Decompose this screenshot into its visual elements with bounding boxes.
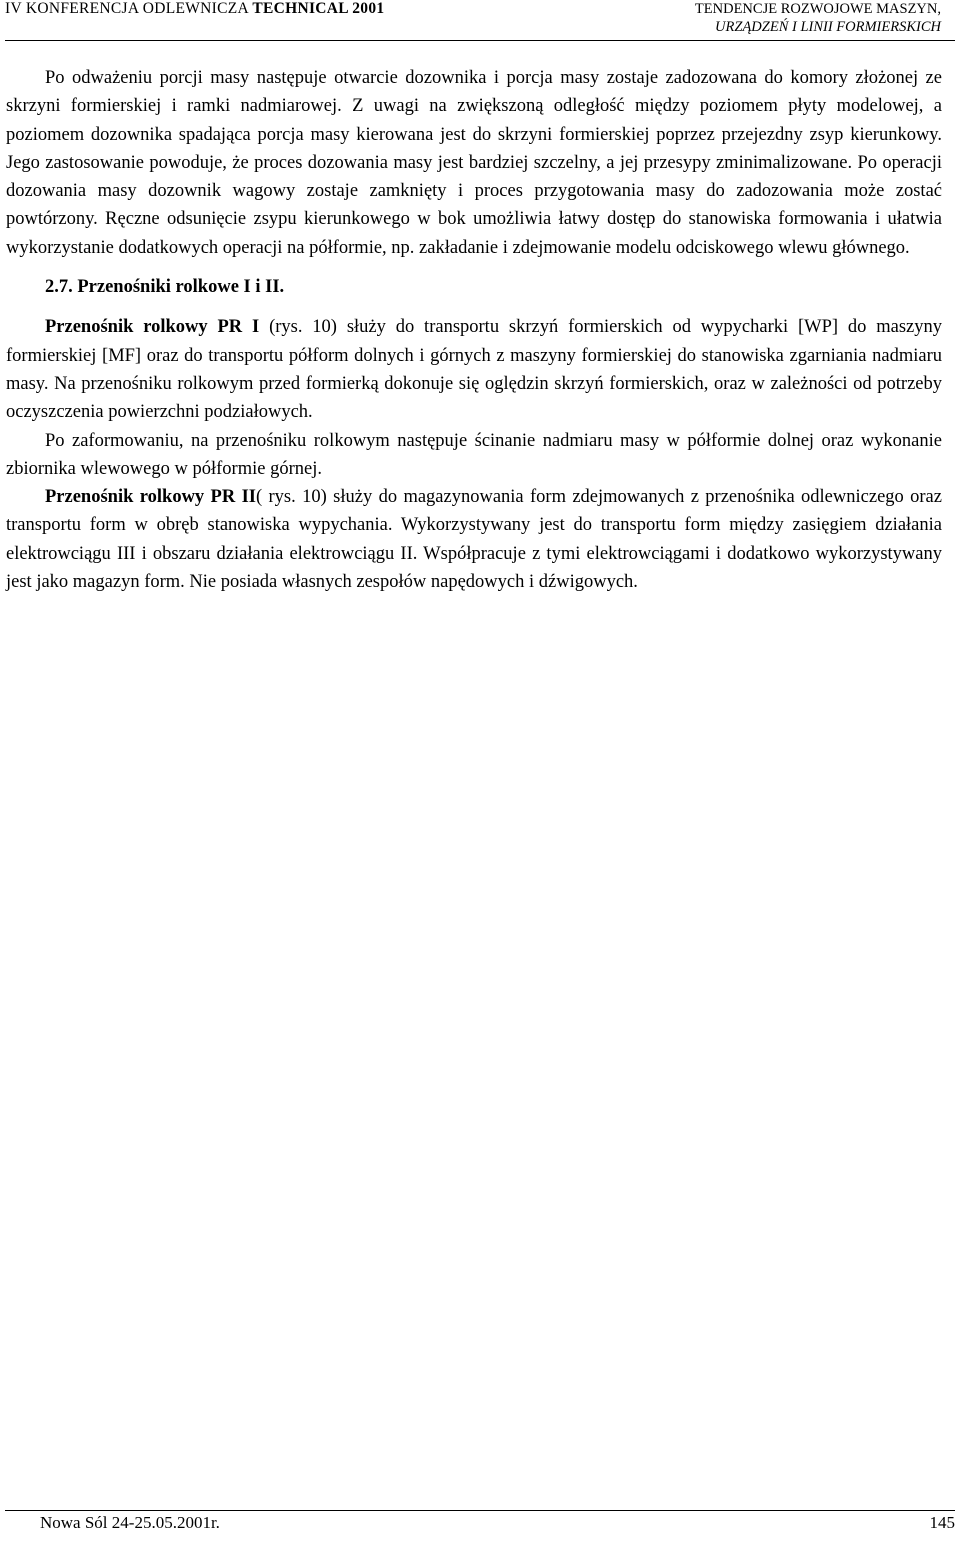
footer-divider — [5, 1510, 955, 1511]
page-number: 145 — [929, 1513, 955, 1532]
conveyor-pr2-text: ( rys. 10) służy do magazynowania form zdejmowanych z przenośnika odlewniczego oraz transportu form w obręb stanowiska wypychania. Wykorzystywany jest do transportu form między zasięgiem działania elektrowciągu III i obszaru działania elektrowciągu II. Współpracuje z tymi elektrowciągami i dodatkowo wykorzystywany jest jako magazyn form. Nie posiada własnych zespołów napędowych i dźwigowych. — [6, 487, 942, 593]
conference-title — [5, 0, 384, 18]
conference-title-prefix: IV KONFERENCJA ODLEWNICZA — [5, 0, 253, 17]
paragraph-dosing: Po odważeniu porcji masy następuje otwarcie dozownika i porcja masy zostaje zadozowana do komory złożonej ze skrzyni formierskiej i ramki nadmiarowej. Z uwagi na zwiększoną odległość między poziomem płyty modelowej, a poziomem dozownika spadająca porcja masy kierowana jest do skrzyni formierskiej poprzez przejezdny zsyp kierunkowy. Jego zastosowanie powoduje, że proces dozowania masy jest bardziej szczelny, a jej przesypy zminimalizowane. Po operacji dozowania masy dozownik wagowy zostaje zamknięty i proces przygotowania masy do zadozowania może zostać powtórzony. Ręczne odsunięcie zsypu kierunkowego w bok umożliwia łatwy dostęp do stanowiska formowania i ułatwia wykorzystanie dodatkowych operacji na półformie, np. zakładanie i zdejmowanie modelu odciskowego wlewu głównego. — [6, 68, 942, 258]
section-heading: 2.7. Przenośniki rolkowe I i II. — [45, 277, 285, 298]
paragraph-conveyor-pr2 — [6, 483, 942, 596]
paragraph-after-forming: Po zaformowaniu, na przenośniku rolkowym następuje ścinanie nadmiaru masy w półformie dolnej oraz wykonanie zbiornika wlewowego w półformie górnej. — [6, 430, 942, 479]
page-body — [6, 64, 942, 596]
section-title — [695, 0, 941, 36]
footer-location-date: Nowa Sól 24-25.05.2001r. — [40, 1513, 220, 1532]
page-footer — [40, 1513, 955, 1539]
section-title-line1: TENDENCJE ROZWOJOWE MASZYN, — [694, 1, 941, 17]
page-header — [5, 0, 955, 44]
section-title-line2: URZĄDZEŃ I LINII FORMIERSKICH — [715, 19, 941, 35]
paragraph-conveyor-pr1 — [6, 313, 942, 426]
conference-title-bold: TECHNICAL 2001 — [252, 0, 385, 17]
conveyor-pr2-term: Przenośnik rolkowy PR II — [45, 487, 256, 508]
conveyor-pr1-text: (rys. 10) służy do transportu skrzyń formierskich od wypycharki [WP] do maszyny formierskiej [MF] oraz do transportu półform dolnych i górnych z maszyny formierskiej do stanowiska zgarniania nadmiaru masy. Na przenośniku rolkowym przed formierką dokonuje się oględzin skrzyń formierskich, oraz w zależności od potrzeby oczyszczenia powierzchni podziałowych. — [6, 317, 942, 423]
conveyor-pr1-term: Przenośnik rolkowy PR I — [45, 317, 260, 338]
header-divider — [5, 40, 955, 41]
